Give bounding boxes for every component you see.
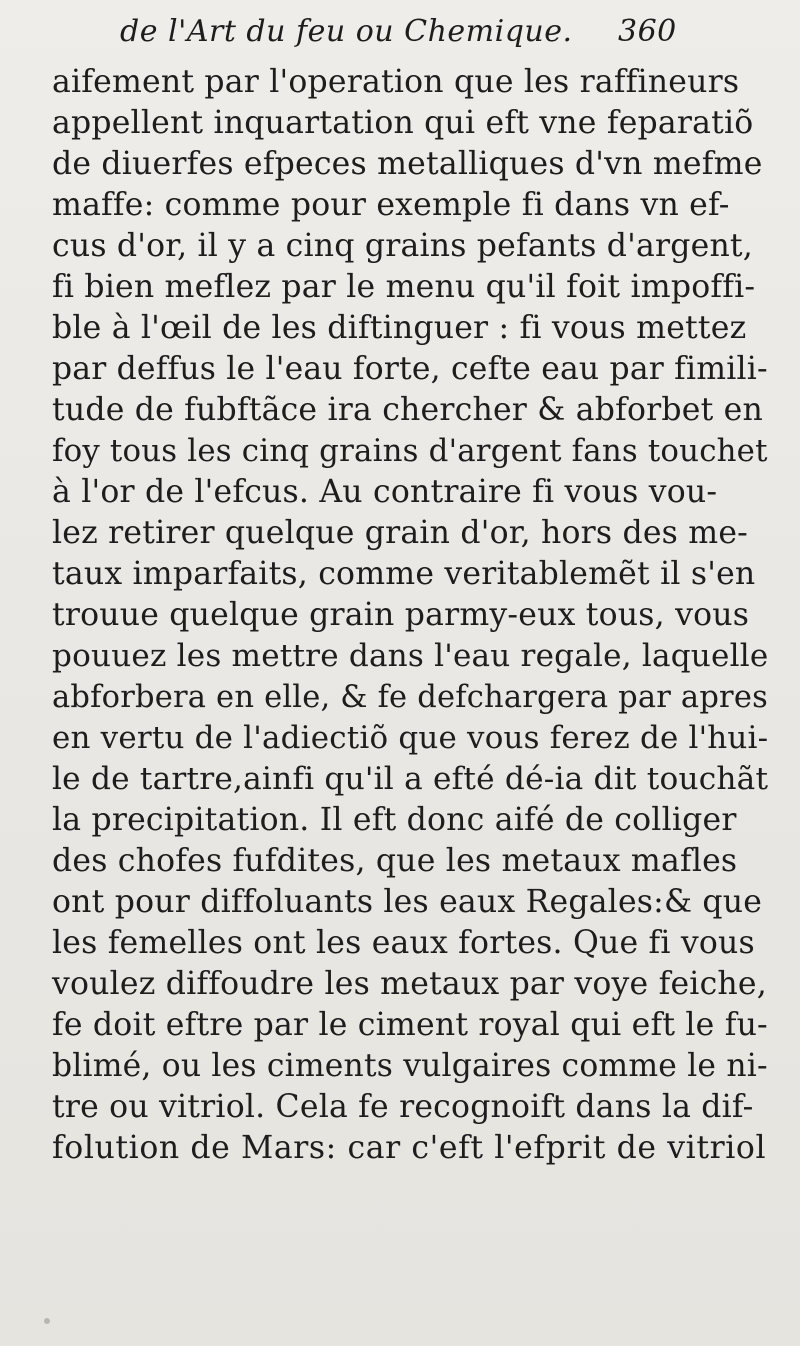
text-line: de diuerfes efpeces metalliques d'vn mefme bbox=[52, 146, 763, 182]
text-line: les femelles ont les eaux fortes. Que fi vous bbox=[52, 925, 755, 961]
text-line: ble à l'œil de les diftinguer : fi vous mettez bbox=[52, 310, 747, 346]
text-line: taux imparfaits, comme veritablemẽt il s'en bbox=[52, 556, 756, 592]
text-line: maffe: comme pour exemple fi dans vn ef- bbox=[52, 187, 730, 223]
text-line: abforbera en elle, & fe defchargera par apres bbox=[52, 680, 768, 715]
text-line: à l'or de l'efcus. Au contraire fi vous vou- bbox=[52, 474, 718, 510]
text-line: pouuez les mettre dans l'eau regale, laquelle bbox=[52, 638, 769, 674]
text-line: des chofes fufdites, que les metaux mafles bbox=[52, 843, 738, 879]
text-line: lez retirer quelque grain d'or, hors des me- bbox=[52, 515, 749, 551]
running-title: de l'Art du feu ou Chemique. bbox=[120, 14, 573, 49]
text-line: cus d'or, il y a cinq grains pefants d'argent, bbox=[52, 228, 754, 264]
text-line: la precipitation. Il eft donc aifé de colliger bbox=[52, 802, 737, 838]
text-line: aifement par l'operation que les raffineurs bbox=[52, 64, 740, 100]
text-line: tre ou vitriol. Cela fe recognoift dans la dif- bbox=[52, 1089, 754, 1125]
page-number: 360 bbox=[618, 14, 677, 49]
text-line: par deffus le l'eau forte, cefte eau par fimili- bbox=[52, 351, 768, 387]
text-line: folution de Mars: car c'eft l'efprit de vitriol bbox=[52, 1130, 767, 1166]
text-line: fe doit eftre par le ciment royal qui eft le fu- bbox=[52, 1007, 768, 1043]
text-line: appellent inquartation qui eft vne feparatiõ bbox=[52, 105, 754, 141]
running-head bbox=[110, 14, 677, 54]
text-line: foy tous les cinq grains d'argent fans touchet bbox=[52, 433, 768, 469]
text-line: ont pour diffoluants les eaux Regales:& que bbox=[52, 884, 763, 920]
text-line: tude de fubftãce ira chercher & abforbet en bbox=[52, 392, 763, 428]
ink-speck bbox=[44, 1318, 50, 1324]
body-text bbox=[52, 62, 772, 1169]
text-line: le de tartre,ainfi qu'il a efté dé-ia dit touchãt bbox=[52, 761, 769, 797]
text-line: trouue quelque grain parmy-eux tous, vous bbox=[52, 597, 750, 633]
text-line: blimé, ou les ciments vulgaires comme le ni- bbox=[52, 1048, 768, 1084]
text-line: en vertu de l'adiectiõ que vous ferez de l'hui- bbox=[52, 720, 769, 756]
text-line: voulez diffoudre les metaux par voye feiche, bbox=[52, 966, 767, 1002]
text-line: fi bien meflez par le menu qu'il foit impoffi- bbox=[52, 269, 756, 305]
